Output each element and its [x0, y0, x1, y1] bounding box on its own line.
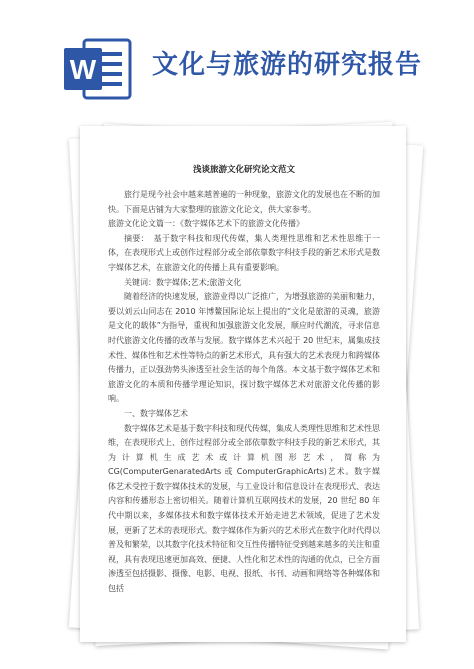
- word-logo-letter: W: [69, 54, 97, 85]
- paragraph: 关键词：数字媒体;艺术;旅游文化: [124, 277, 242, 287]
- section-heading: 一、数字媒体艺术: [124, 408, 188, 418]
- paragraph: 旅游文化论文篇一：《数字媒体艺术下的旅游文化传播》: [108, 219, 304, 229]
- paragraph: 旅行是现今社会中越来越普遍的一种现象，旅游文化的发展也在不断的加快。下面是店铺为大家整理的旅游文化论文，供大家参考。: [108, 190, 380, 214]
- page-title: 浅谈旅游文化研究论文范文: [192, 165, 295, 175]
- paragraph: 摘要： 基于数字科技和现代传媒，集人类理性思维和艺术性思维于一体，在表现形式上或创作过程部分或全部依靠数字科技手段的新艺术形式是数字媒体艺术，在旅游文化的传播上具有重要影响。: [108, 233, 380, 272]
- document-page: [80, 126, 406, 642]
- paper-stack: [72, 126, 422, 646]
- header-banner: [0, 0, 474, 118]
- paragraph: 随着经济的快速发展，旅游业得以广泛推广，为增强旅游的美丽和魅力，要以刘云山同志在 2010 年博鳌国际论坛上提出的“文化是旅游的灵魂，旅游是文化的载体”为指导，重视和加强旅游文化发展，顺应时代潮流，寻求信息时代旅游文化传播的改革与发展。数字媒体艺术兴起于 20 世纪末，属集成技术性、媒体性和艺术性等特点的新艺术形式，具有强大的艺术表现力和跨媒体传播力，正以强劲势头渗透至社会生活的每个角落。本文基于数字媒体艺术和旅游文化的本质和传播学理论知识，探讨数字媒体艺术对旅游文化传播的影响。: [108, 292, 380, 404]
- paragraph: 数字媒体艺术是基于数字科技和现代传媒，集成人类理性思维和艺术性思维，在表现形式上、创作过程部分或全部依靠数字科技手段的新艺术形式，其为计算机生成艺术或计算机图形艺术，简称为 CG(ComputerGenaratedArts 或 ComputerGraphicArts)艺术。数字媒体艺术受控于数字媒体技术的发展，与工业设计和信息设计在表现形式、表达内容和传播形态上密切相关。随着计算机互联网技术的发展，20 世纪 80 年代中期以来，多媒体技术和数字媒体技术开始走进艺术领域，促进了艺术发展，更新了艺术的表现形式。数字媒体作为新兴的艺术形式在数字化时代得以普及和繁荣，以其数字化技术特征和交互性传播特征受到越来越多的关注和重视，具有表现迅速更加高效、便捷、人性化和艺术性的沟通的优点，已全方面渗透至包括摄影、摄像、电影、电视、报纸、书刊、动画和网络等各种媒体和包括: [108, 423, 380, 594]
- document-body: [108, 188, 380, 597]
- word-document-icon: [62, 38, 132, 100]
- banner-title: 文化与旅游的研究报告: [152, 50, 423, 80]
